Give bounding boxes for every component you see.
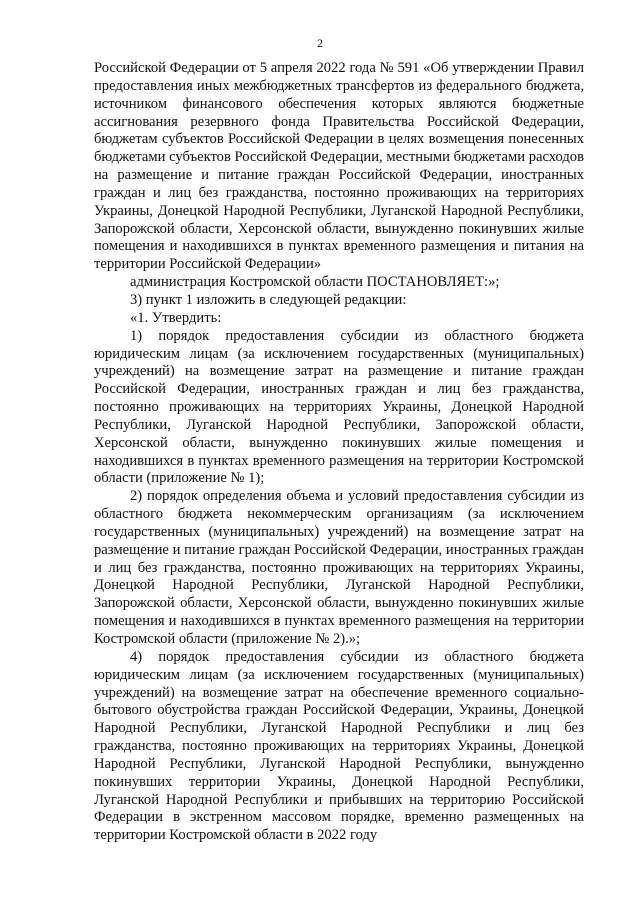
paragraph-subitem-2: 2) порядок определения объема и условий предоставления субсидии из областного бюджета некоммерческим организациям (за исключением государственных (муниципальных) учреждений) на возмещение затрат на размещение и питание граждан Российской Федерации, иностранных граждан и лиц без гражданства, постоянно проживающих на территориях Украины, Донецкой Народной Республики, Луганской Народной Республики, Запорожской области, Херсонской области, вынужденно покинувших жилые помещения и находившихся в пунктах временного размещения на территории Костромской области (приложение № 2).»; bbox=[94, 488, 584, 647]
paragraph-approve: «1. Утвердить: bbox=[130, 309, 222, 326]
paragraph-intro: Российской Федерации от 5 апреля 2022 года № 591 «Об утверждении Правил предоставления иных межбюджетных трансфертов из федерального бюджета, источником финансового обеспечения которых являются бюджетные ассигнования резервного фонда Правительства Российской Федерации, бюджетам субъектов Российской Федерации в целях возмещения понесенных бюджетами субъектов Российской Федерации, местными бюджетами расходов на размещение и питание граждан Российской Федерации, иностранных граждан и лиц без гражданства, постоянно проживающих на территориях Украины, Донецкой Народной Республики, Луганской Народной Республики, Запорожской области, Херсонской области, вынужденно покинувших жилые помещения и находившихся в пунктах временного размещения и питания на территории Российской Федерации» bbox=[94, 60, 584, 273]
paragraph-subitem-4: 4) порядок предоставления субсидии из областного бюджета юридическим лицам (за исключением государственных (муниципальных) учреждений) на возмещение затрат на обеспечение временного социально-бытового обустройства граждан Российской Федерации, Украины, Донецкой Народной Республики, Луганской Народной Республики и лиц без гражданства, постоянно проживающих на территориях Украины, Донецкой Народной Республики, Луганской Народной Республики, вынужденно покинувших территории Украины, Донецкой Народной Республики, Луганской Народной Республики и прибывших на территорию Российской Федерации в экстренном массовом порядке, временно размещенных на территории Костромской области в 2022 году bbox=[94, 648, 584, 844]
page-number: 2 bbox=[317, 36, 323, 50]
paragraph-resolution: администрация Костромской области ПОСТАНОВЛЯЕТ:»; bbox=[130, 274, 500, 291]
paragraph-item-3: 3) пункт 1 изложить в следующей редакции: bbox=[130, 291, 407, 308]
document-body bbox=[94, 60, 584, 845]
paragraph-subitem-1: 1) порядок предоставления субсидии из областного бюджета юридическим лицам (за исключением государственных (муниципальных) учреждений) на возмещение затрат на размещение и питание граждан Российской Федерации, иностранных граждан и лиц без гражданства, постоянно проживающих на территориях Украины, Донецкой Народной Республики, Луганской Народной Республики, Запорожской области, Херсонской области, вынужденно покинувших жилые помещения и находившихся в пунктах временного размещения на территории Костромской области (приложение № 1); bbox=[94, 327, 584, 487]
